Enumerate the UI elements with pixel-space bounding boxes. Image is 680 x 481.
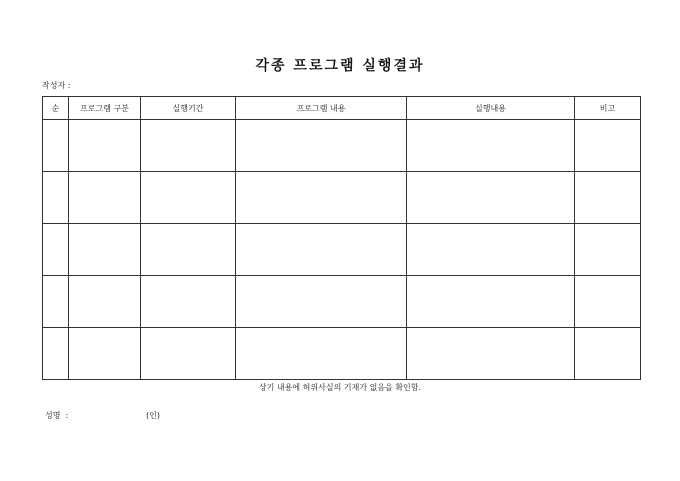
table-cell [69, 276, 141, 328]
table-cell [236, 224, 407, 276]
table-cell [141, 224, 236, 276]
table-cell [69, 172, 141, 224]
header-remarks: 비고 [575, 97, 641, 120]
table-cell [141, 328, 236, 380]
table-cell [43, 224, 69, 276]
table-cell [575, 276, 641, 328]
table-cell [141, 276, 236, 328]
table-cell [575, 224, 641, 276]
table-cell [69, 224, 141, 276]
table-cell [141, 120, 236, 172]
table-row [43, 224, 641, 276]
header-program-category: 프로그램 구분 [69, 97, 141, 120]
table-cell [43, 328, 69, 380]
header-execution-period: 실행기간 [141, 97, 236, 120]
table-row [43, 120, 641, 172]
header-program-content: 프로그램 내용 [236, 97, 407, 120]
table-cell [69, 328, 141, 380]
table-cell [141, 172, 236, 224]
author-label: 작성자 : [42, 81, 71, 90]
results-table [42, 96, 641, 380]
signature-label: 성명 : [45, 411, 69, 420]
table-row [43, 172, 641, 224]
table-cell [575, 172, 641, 224]
table-cell [407, 276, 575, 328]
table-cell [575, 328, 641, 380]
table-header-row [43, 97, 641, 120]
table-row [43, 276, 641, 328]
table-cell [236, 328, 407, 380]
table-cell [43, 172, 69, 224]
table-cell [236, 172, 407, 224]
table-cell [43, 120, 69, 172]
header-seq: 순 [43, 97, 69, 120]
table-cell [69, 120, 141, 172]
seal-mark: (인) [146, 411, 160, 420]
table-cell [407, 172, 575, 224]
header-execution-content: 실행내용 [407, 97, 575, 120]
table-cell [575, 120, 641, 172]
document-title: 각종 프로그램 실행결과 [255, 58, 425, 74]
table-cell [407, 120, 575, 172]
table-cell [236, 120, 407, 172]
table-cell [43, 276, 69, 328]
table-cell [236, 276, 407, 328]
confirmation-statement: 상기 내용에 허위사실의 기재가 없음을 확인함. [258, 383, 422, 392]
table-cell [407, 328, 575, 380]
table-row [43, 328, 641, 380]
table-cell [407, 224, 575, 276]
